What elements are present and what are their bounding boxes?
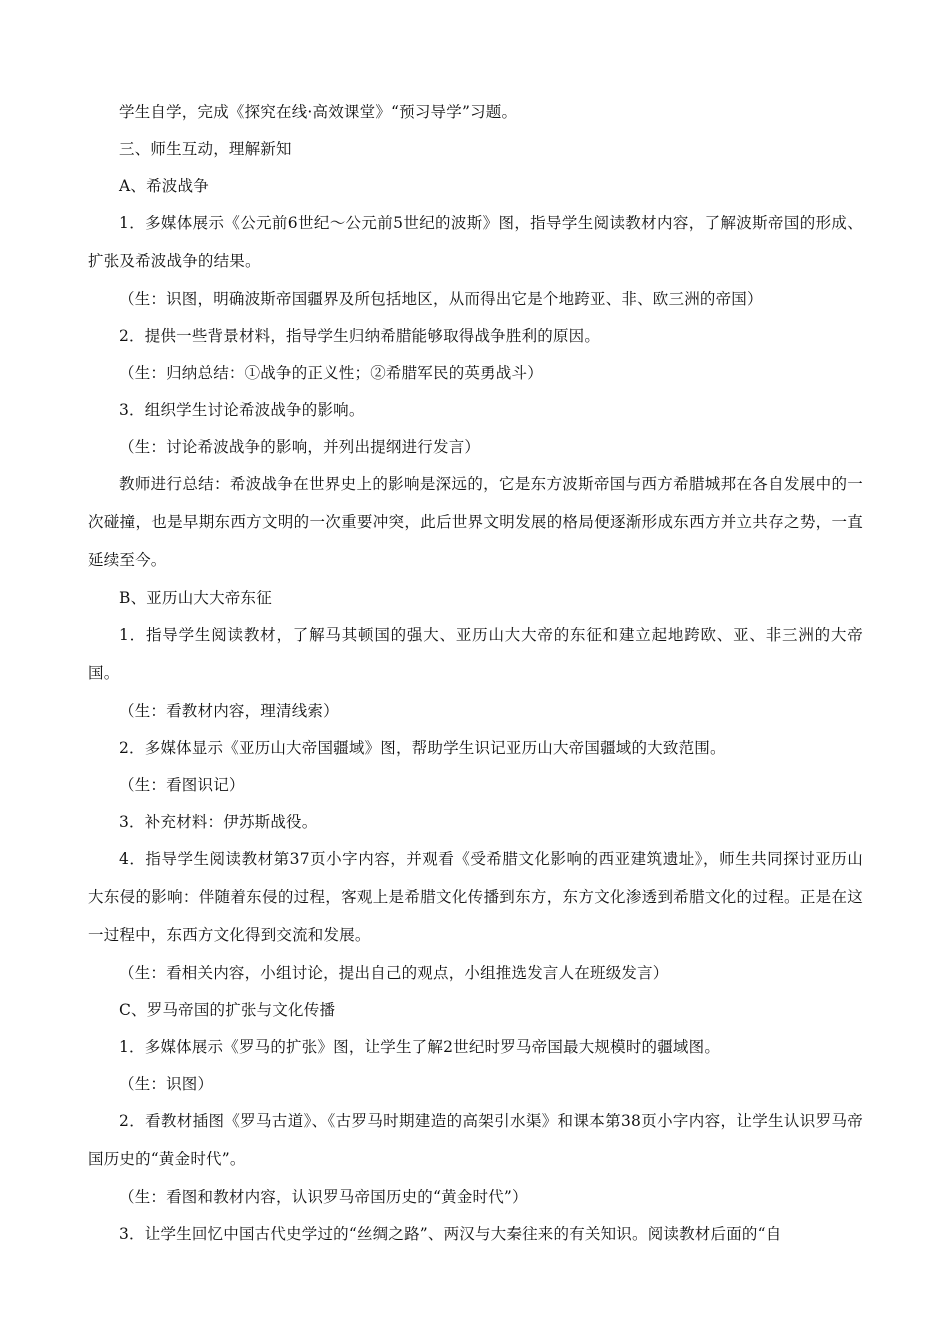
paragraph: （生：看相关内容，小组讨论，提出自己的观点，小组推选发言人在班级发言） (119, 964, 669, 982)
paragraph: 3．补充材料：伊苏斯战役。 (119, 813, 318, 831)
paragraph: 3．组织学生讨论希波战争的影响。 (119, 401, 365, 419)
subsection-heading: C、罗马帝国的扩张与文化传播 (119, 1001, 336, 1019)
paragraph: （生：识图） (119, 1075, 214, 1093)
paragraph: 4．指导学生阅读教材第37页小字内容，并观看《受希腊文化影响的西亚建筑遗址》，师生共同探讨亚历山大东侵的影响：伴随着东侵的过程，客观上是希腊文化传播到东方，东方文化渗透到希腊文化的过程。正是在这一过程中，东西方文化得到交流和发展。 (88, 850, 863, 944)
paragraph: 1．多媒体展示《公元前6世纪～公元前5世纪的波斯》图，指导学生阅读教材内容，了解波斯帝国的形成、扩张及希波战争的结果。 (88, 214, 863, 270)
paragraph: 2．看教材插图《罗马古道》、《古罗马时期建造的高架引水渠》和课本第38页小字内容，让学生认识罗马帝国历史的“黄金时代”。 (88, 1112, 863, 1168)
paragraph: 2．提供一些背景材料，指导学生归纳希腊能够取得战争胜利的原因。 (119, 327, 601, 345)
paragraph: （生：讨论希波战争的影响，并列出提纲进行发言） (119, 438, 481, 456)
paragraph: （生：识图，明确波斯帝国疆界及所包括地区，从而得出它是个地跨亚、非、欧三洲的帝国） (119, 290, 763, 308)
paragraph: 3．让学生回忆中国古代史学过的“丝绸之路”、两汉与大秦往来的有关知识。阅读教材后面的“自 (119, 1225, 782, 1243)
paragraph: （生：看教材内容，理清线索） (119, 702, 339, 720)
paragraph: （生：归纳总结：①战争的正义性；②希腊军民的英勇战斗） (119, 364, 543, 382)
paragraph: 1．指导学生阅读教材，了解马其顿国的强大、亚历山大大帝的东征和建立起地跨欧、亚、非三洲的大帝国。 (88, 626, 863, 682)
paragraph: 教师进行总结：希波战争在世界史上的影响是深远的，它是东方波斯帝国与西方希腊城邦在各自发展中的一次碰撞，也是早期东西方文明的一次重要冲突，此后世界文明发展的格局便逐渐形成东西方并立共存之势，一直延续至今。 (88, 475, 863, 569)
subsection-heading: B、亚历山大大帝东征 (119, 589, 272, 607)
subsection-heading: A、希波战争 (119, 177, 209, 195)
paragraph: 2．多媒体显示《亚历山大帝国疆域》图，帮助学生识记亚历山大帝国疆域的大致范围。 (119, 739, 726, 757)
paragraph: （生：看图和教材内容，认识罗马帝国历史的“黄金时代”） (119, 1188, 528, 1206)
paragraph: 1．多媒体展示《罗马的扩张》图，让学生了解2世纪时罗马帝国最大规模时的疆域图。 (119, 1038, 721, 1056)
section-heading: 三、师生互动，理解新知 (119, 140, 292, 158)
paragraph: 学生自学，完成《探究在线·高效课堂》“预习导学”习题。 (119, 103, 518, 121)
paragraph: （生：看图识记） (119, 776, 245, 794)
